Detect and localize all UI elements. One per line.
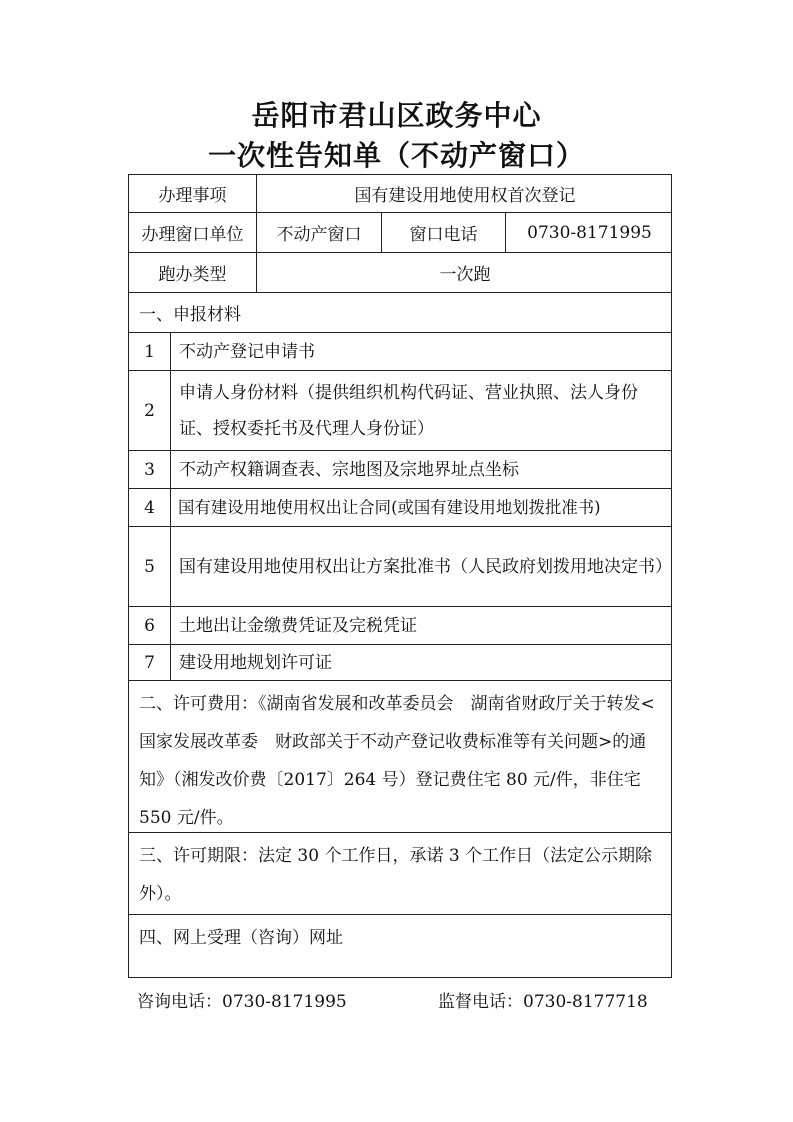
consult-phone: 咨询电话：0730-8171995 (137, 992, 347, 1012)
item-text: 国有建设用地使用权出让方案批准书（人民政府划拨用地决定书） (179, 556, 672, 577)
item-number: 1 (129, 333, 171, 370)
row-materials-heading (129, 293, 671, 333)
row-deadline (129, 833, 671, 915)
supervise-phone: 监督电话：0730-8177718 (438, 992, 648, 1012)
list-item (129, 371, 671, 451)
list-item (129, 607, 671, 645)
phone-value: 0730-8171995 (505, 213, 673, 252)
phone-label: 窗口电话 (381, 213, 505, 252)
notice-form (128, 174, 672, 978)
item-number: 5 (129, 527, 171, 606)
row-unit (129, 213, 671, 253)
list-item (129, 333, 671, 371)
item-text: 国有建设用地使用权出让合同(或国有建设用地划拨批准书) (178, 497, 601, 517)
row-item (129, 175, 671, 213)
online-text: 四、网上受理（咨询）网址 (139, 928, 343, 948)
fees-text: 二、许可费用：《湖南省发展和改革委员会 湖南省财政厅关于转发<国家发展改革委 财政部关于不动产登记收费标准等有关问题>的通知》（湘发改价费〔2017〕264 号）登记费住宅 80 元/件，非住宅 550 元/件。 (139, 694, 655, 828)
item-text: 申请人身份材料（提供组织机构代码证、营业执照、法人身份证、授权委托书及代理人身份证） (179, 382, 638, 439)
type-label: 跑办类型 (158, 265, 227, 285)
row-fees (129, 681, 671, 833)
list-item (129, 451, 671, 489)
item-number: 6 (129, 607, 171, 644)
row-online (129, 915, 671, 977)
deadline-text: 三、许可期限：法定 30 个工作日，承诺 3 个工作日（法定公示期除外）。 (139, 846, 653, 904)
unit-label: 办理窗口单位 (141, 225, 244, 245)
materials-heading: 一、申报材料 (139, 305, 241, 325)
list-item (129, 489, 671, 527)
list-item (129, 645, 671, 681)
page-title: 岳阳市君山区政务中心 (251, 99, 542, 132)
page-subtitle: 一次性告知单（不动产窗口） (207, 139, 585, 172)
list-item (129, 527, 671, 607)
item-number: 2 (129, 371, 171, 450)
unit-value: 不动产窗口 (256, 213, 381, 252)
type-value: 一次跑 (256, 253, 673, 292)
item-number: 4 (129, 489, 171, 526)
item-text: 不动产权籍调查表、宗地图及宗地界址点坐标 (179, 459, 519, 480)
item-number: 7 (129, 645, 171, 680)
item-text: 不动产登记申请书 (179, 341, 315, 362)
item-text: 建设用地规划许可证 (179, 652, 332, 673)
item-text: 土地出让金缴费凭证及完税凭证 (179, 615, 417, 636)
item-label: 办理事项 (158, 186, 227, 206)
row-type (129, 253, 671, 293)
item-number: 3 (129, 451, 171, 488)
item-value: 国有建设用地使用权首次登记 (256, 175, 673, 212)
